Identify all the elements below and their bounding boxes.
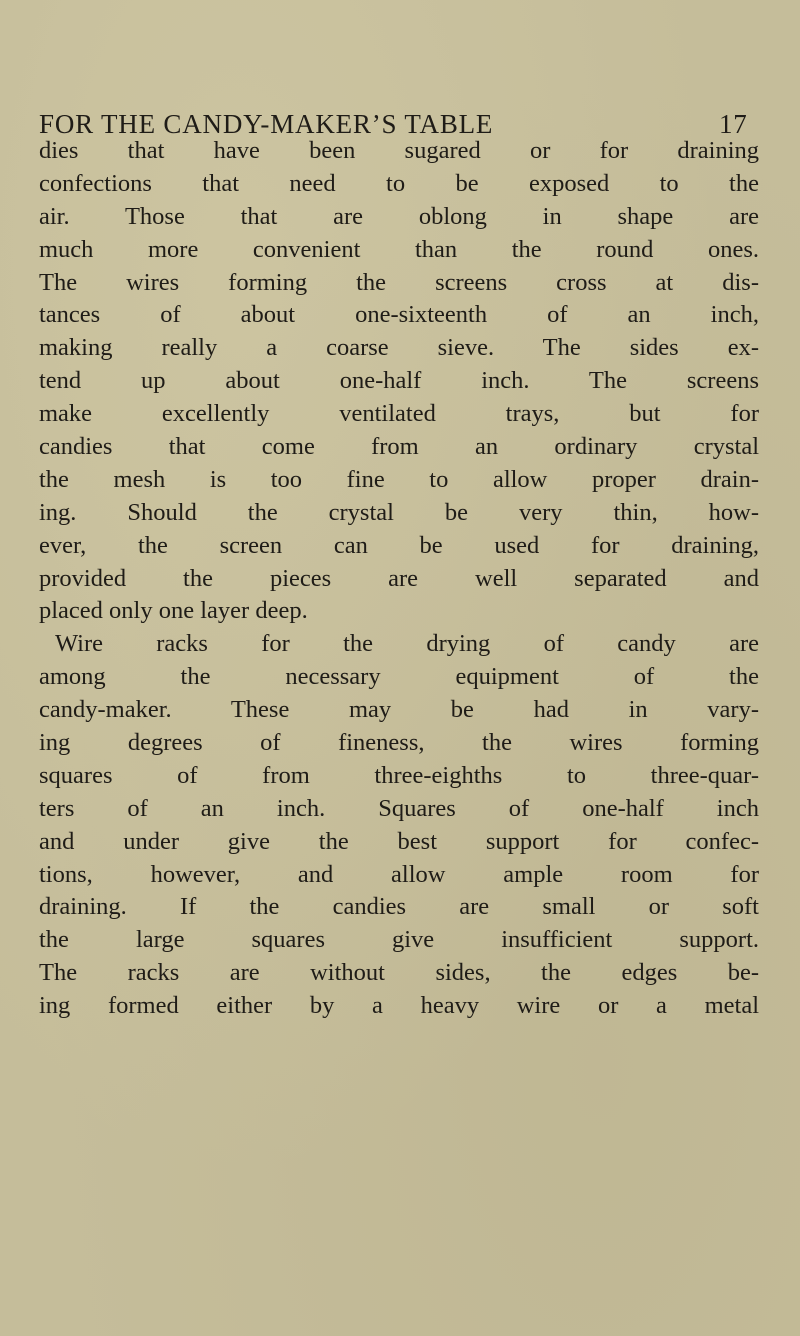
text-line: make excellently ventilated trays, but for xyxy=(39,400,759,428)
running-head-title: FOR THE CANDY-MAKER’S TABLE xyxy=(39,109,494,139)
text-line: ing degrees of fineness, the wires forming xyxy=(39,729,759,757)
text-line: air. Those that are oblong in shape are xyxy=(39,202,759,230)
text-line: among the necessary equipment of the xyxy=(39,663,759,691)
text-line: candies that come from an ordinary crystal xyxy=(39,433,759,461)
text-line: much more convenient than the round ones. xyxy=(39,235,759,263)
text-line: ing. Should the crystal be very thin, how- xyxy=(39,498,759,526)
text-line: confections that need to be exposed to the xyxy=(39,169,759,197)
text-line: tances of about one-sixteenth of an inch, xyxy=(39,301,759,329)
text-line: the large squares give insufficient support. xyxy=(39,926,759,954)
text-line: squares of from three-eighths to three-quar- xyxy=(39,761,759,789)
text-line: placed only one layer deep. xyxy=(39,597,308,625)
text-line: the mesh is too fine to allow proper drain- xyxy=(39,465,759,493)
text-line: ever, the screen can be used for draining, xyxy=(39,531,759,559)
text-line: Wire racks for the drying of candy are xyxy=(55,630,759,658)
text-line: and under give the best support for confec- xyxy=(39,827,759,855)
text-line: candy-maker. These may be had in vary- xyxy=(39,696,759,724)
text-line: draining. If the candies are small or soft xyxy=(39,893,759,921)
text-line: provided the pieces are well separated and xyxy=(39,564,759,592)
text-line: The wires forming the screens cross at dis- xyxy=(39,268,759,296)
page-number: 17 xyxy=(719,109,748,139)
text-line: dies that have been sugared or for draining xyxy=(39,137,759,164)
text-line: ing formed either by a heavy wire or a metal xyxy=(39,992,759,1020)
text-line: tions, however, and allow ample room for xyxy=(39,860,759,888)
text-line: tend up about one-half inch. The screens xyxy=(39,367,759,395)
text-line: making really a coarse sieve. The sides ex- xyxy=(39,334,759,362)
body-text xyxy=(39,135,759,1023)
text-line: ters of an inch. Squares of one-half inch xyxy=(39,794,759,822)
text-line: The racks are without sides, the edges be- xyxy=(39,959,759,987)
